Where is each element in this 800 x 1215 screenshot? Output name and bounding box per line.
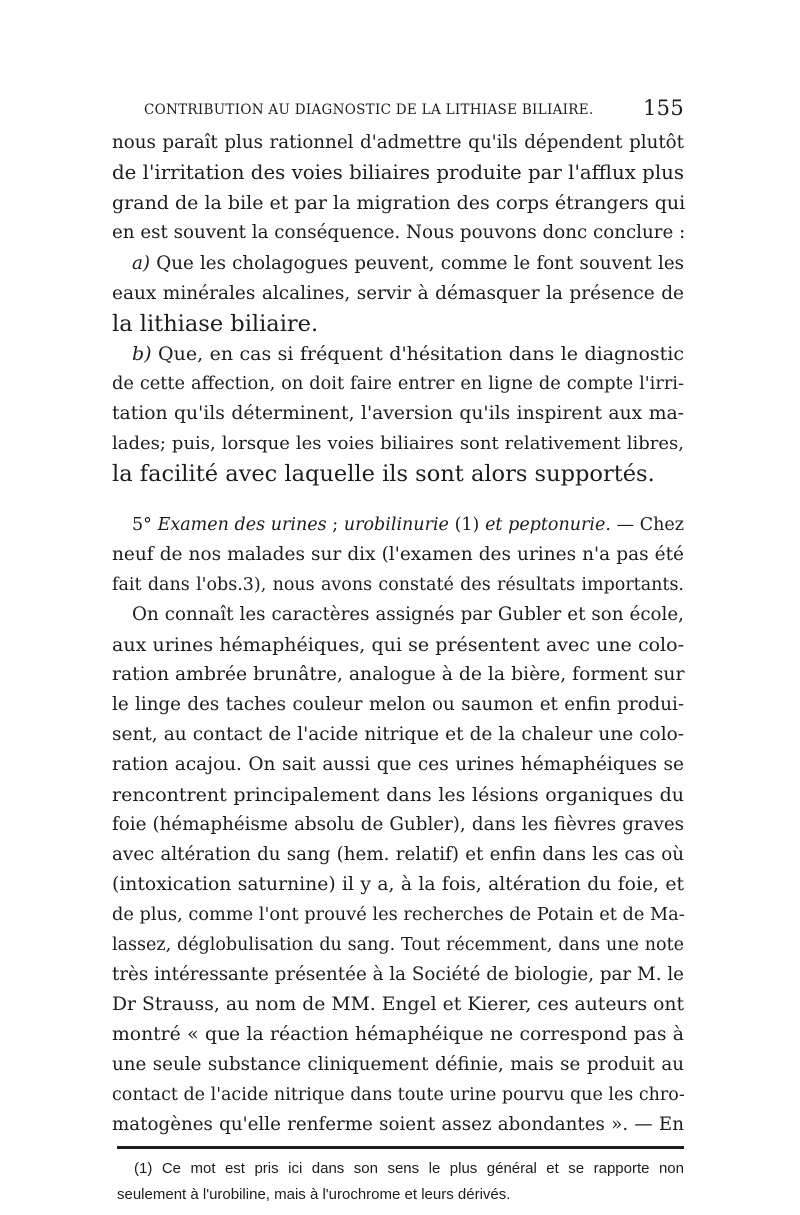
list-marker-b: b) <box>132 343 152 365</box>
body-line: la lithiase biliaire. <box>112 311 319 337</box>
section-separator: ; <box>326 515 344 535</box>
section-number: 5° <box>132 515 152 535</box>
footnote-reference: (1) <box>448 515 486 535</box>
list-item-b <box>132 339 684 369</box>
list-item-a <box>132 249 684 279</box>
section-title: Examen des urines <box>157 515 327 535</box>
body-line: rencontrent principalement dans les lésions organiques du <box>112 784 684 806</box>
page-number: 155 <box>643 96 684 120</box>
section-lead: — Chez <box>610 515 684 535</box>
body-line: une seule substance cliniquement définie, mais se produit au <box>112 1054 684 1075</box>
body-line: de plus, comme l'ont prouvé les recherches de Potain et de Ma- <box>112 905 685 925</box>
body-line: de cette affection, on doit faire entrer en ligne de compte l'irri- <box>112 374 684 394</box>
body-line: neuf de nos malades sur dix (l'examen des urines n'a pas été <box>112 544 684 565</box>
body-line: avec altération du sang (hem. relatif) et enfin dans les cas où <box>112 844 684 865</box>
list-marker-a: a) <box>132 253 151 274</box>
body-line: très intéressante présentée à la Société de biologie, par M. le <box>112 964 684 985</box>
body-line: lades; puis, lorsque les voies biliaires sont relativement libres, <box>112 433 684 454</box>
body-line: de l'irritation des voies biliaires produite par l'afflux plus <box>112 161 684 184</box>
body-line: foie (hémaphéisme absolu de Gubler), dans les fièvres graves <box>112 814 684 835</box>
body-line: tation qu'ils déterminent, l'aversion qu'ils inspirent aux ma- <box>112 403 684 424</box>
section-heading <box>132 510 684 540</box>
footnote-line: seulement à l'urobiline, mais à l'urochrome et leurs dérivés. <box>117 1186 511 1203</box>
body-line: Que, en cas si fréquent d'hésitation dans le diagnostic <box>158 343 684 365</box>
running-header <box>112 96 684 124</box>
footnote-rule <box>117 1146 684 1149</box>
section-subtitle: urobilinurie <box>343 515 449 535</box>
body-line: Dr Strauss, au nom de MM. Engel et Kierer, ces auteurs ont <box>112 994 684 1015</box>
body-line: fait dans l'obs.3), nous avons constaté des résultats importants. <box>112 575 684 595</box>
footnote-line: (1) Ce mot est pris ici dans son sens le plus général et se rapporte non <box>134 1160 684 1177</box>
body-line: en est souvent la conséquence. Nous pouvons donc conclure : <box>112 222 686 243</box>
body-line: sent, au contact de l'acide nitrique et de la chaleur une colo- <box>112 724 684 745</box>
section-subtitle-2: et peptonurie. <box>485 515 611 535</box>
body-line: lassez, déglobulisation du sang. Tout récemment, dans une note <box>112 935 684 955</box>
body-line: grand de la bile et par la migration des corps étrangers qui <box>112 192 686 214</box>
running-title: CONTRIBUTION AU DIAGNOSTIC DE LA LITHIASE BILIAIRE. <box>144 102 594 118</box>
body-line: ration ambrée brunâtre, analogue à de la bière, forment sur <box>112 664 685 685</box>
body-line: nous paraît plus rationnel d'admettre qu'ils dépendent plutôt <box>112 132 684 153</box>
body-line: (intoxication saturnine) il y a, à la fois, altération du foie, et <box>112 874 684 895</box>
body-line: On connaît les caractères assignés par Gubler et son école, <box>132 604 684 625</box>
body-line: Que les cholagogues peuvent, comme le font souvent les <box>156 253 684 274</box>
body-line: la facilité avec laquelle ils sont alors supportés. <box>112 461 655 487</box>
body-line: matogènes qu'elle renferme soient assez abondantes ». — En <box>112 1114 684 1135</box>
body-line: montré « que la réaction hémaphéique ne correspond pas à <box>112 1024 684 1045</box>
body-line: eaux minérales alcalines, servir à démasquer la présence de <box>112 283 684 304</box>
body-line: aux urines hémaphéiques, qui se présentent avec une colo- <box>112 634 684 656</box>
body-line: contact de l'acide nitrique dans toute urine pourvu que les chro- <box>112 1085 685 1105</box>
body-line: ration acajou. On sait aussi que ces urines hémaphéiques se <box>112 754 684 775</box>
body-line: le linge des taches couleur melon ou saumon et enfin produi- <box>112 694 684 715</box>
